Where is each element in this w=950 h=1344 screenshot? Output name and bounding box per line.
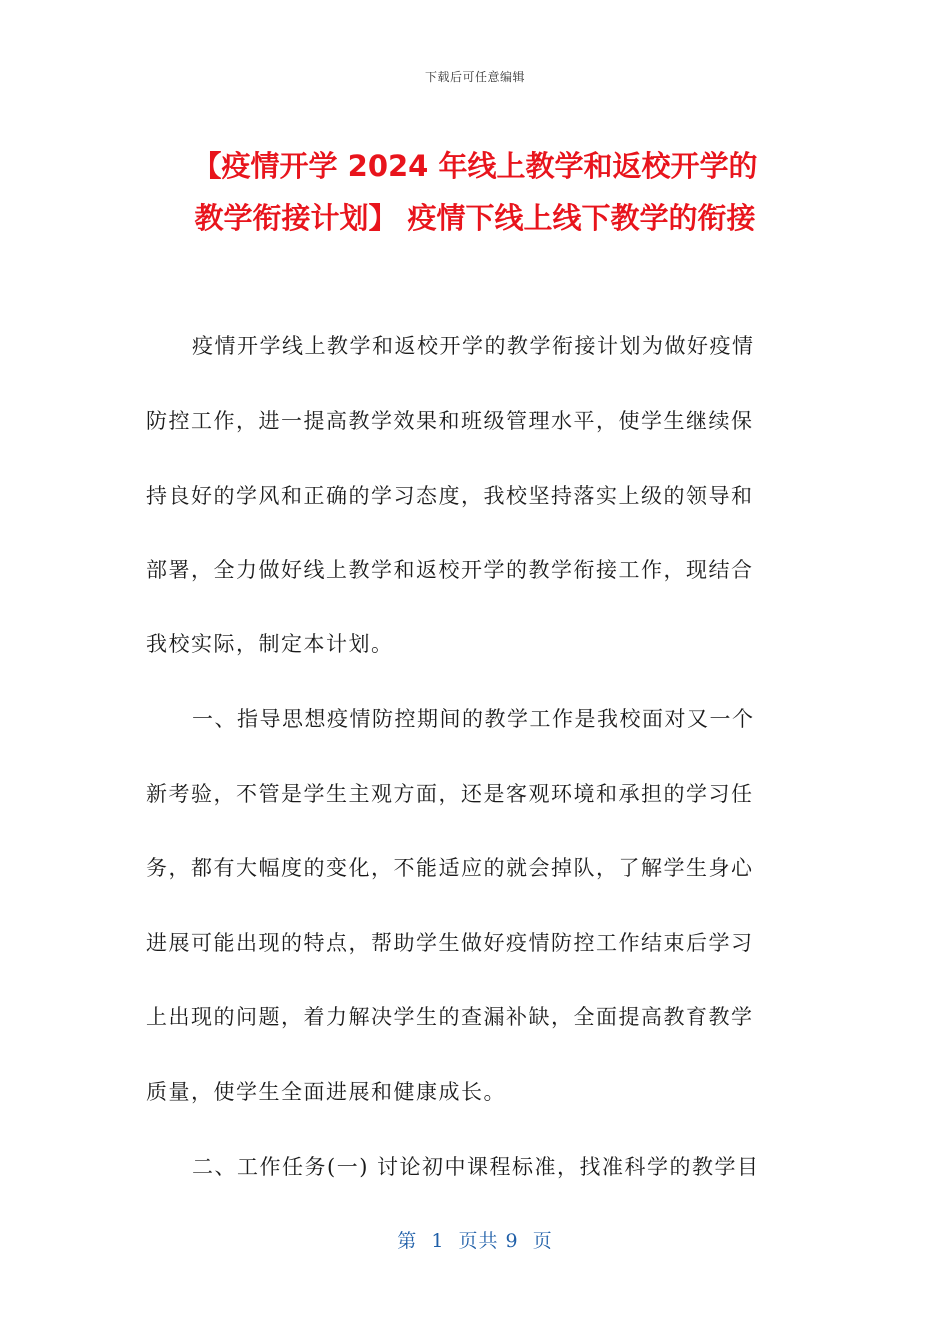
paragraph-line: 我校实际，制定本计划。 <box>146 632 394 656</box>
paragraph-line: 新考验，不管是学生主观方面，还是客观环境和承担的学习任 <box>146 782 754 806</box>
paragraph-line: 进展可能出现的特点，帮助学生做好疫情防控工作结束后学习 <box>146 931 754 955</box>
paragraph-line: 务，都有大幅度的变化，不能适应的就会掉队，了解学生身心 <box>146 856 754 880</box>
paragraph-line: 防控工作，进一提高教学效果和班级管理水平，使学生继续保 <box>146 409 754 433</box>
page-number-footer: 第 1 页共 9 页 <box>397 1230 553 1252</box>
paragraph-line: 质量，使学生全面进展和健康成长。 <box>146 1080 506 1104</box>
paragraph-line: 一、指导思想疫情防控期间的教学工作是我校面对又一个 <box>192 707 755 731</box>
paragraph-line: 二、工作任务(一) 讨论初中课程标准，找准科学的教学目 <box>192 1155 760 1179</box>
paragraph-line: 部署，全力做好线上教学和返校开学的教学衔接工作，现结合 <box>146 558 754 582</box>
paragraph-line: 疫情开学线上教学和返校开学的教学衔接计划为做好疫情 <box>192 334 755 358</box>
paragraph-line: 持良好的学风和正确的学习态度，我校坚持落实上级的领导和 <box>146 484 754 508</box>
title-line-2: 教学衔接计划】 疫情下线上线下教学的衔接 <box>194 201 756 235</box>
header-note: 下载后可任意编辑 <box>424 70 525 84</box>
document-title <box>100 140 850 244</box>
paragraph-line: 上出现的问题，着力解决学生的查漏补缺，全面提高教育教学 <box>146 1005 754 1029</box>
title-line-1: 【疫情开学 2024 年线上教学和返校开学的 <box>192 149 758 183</box>
